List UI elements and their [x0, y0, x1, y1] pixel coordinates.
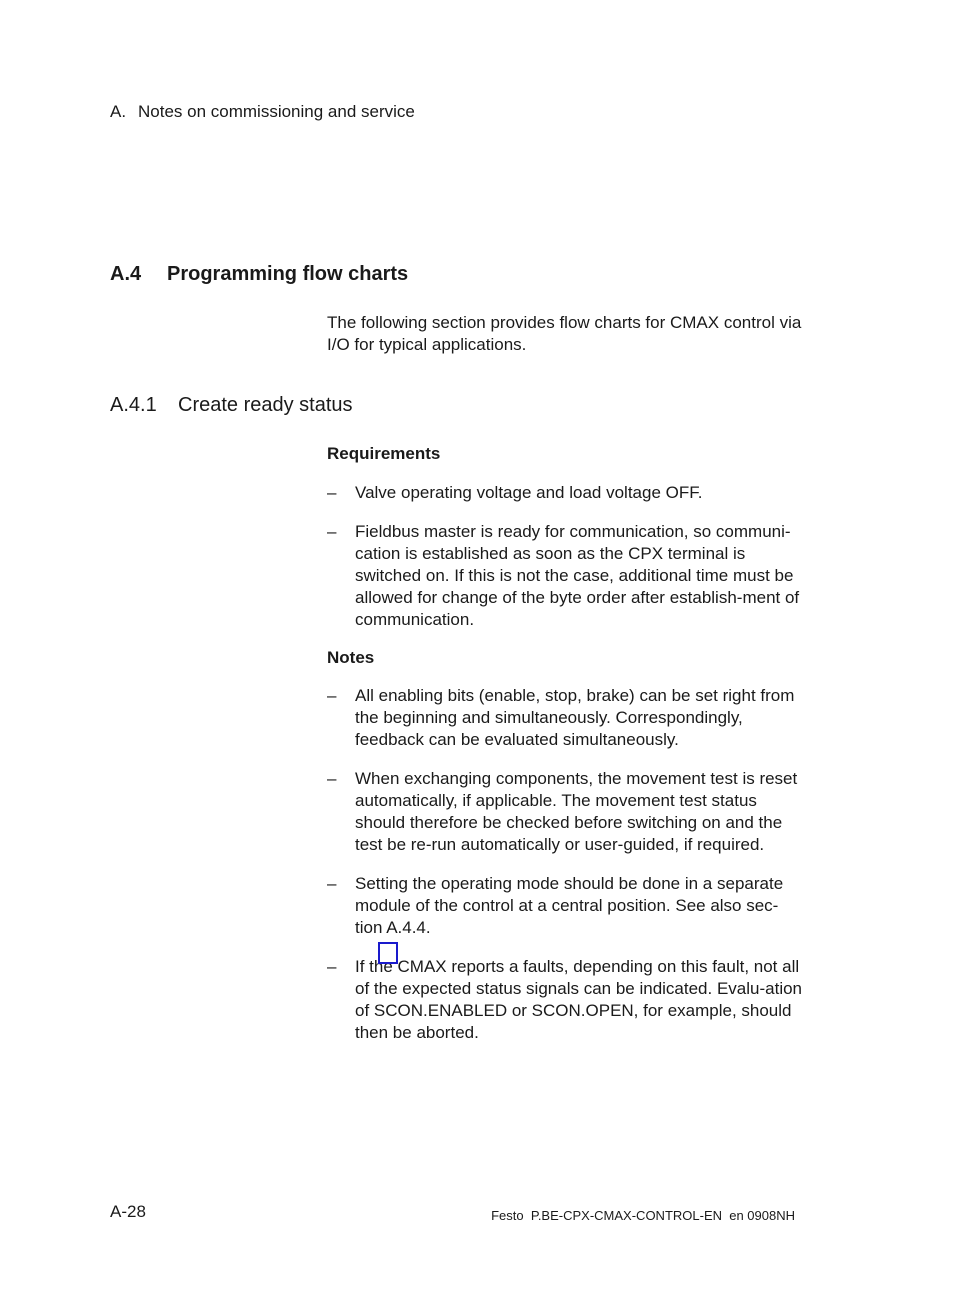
section-title: Programming flow charts	[167, 263, 409, 285]
section-number: A.4	[110, 263, 142, 285]
chapter-number: A.	[110, 102, 127, 121]
requirements-list	[327, 482, 802, 648]
requirements-heading: Requirements	[327, 444, 441, 463]
list-item-text: All enabling bits (enable, stop, brake) can be set right from the beginning and simultaneously. Correspondingly, feedback can be evaluated simultaneously.	[355, 686, 795, 749]
list-item-text: Fieldbus master is ready for communication, so communi-cation is established as soon as the CPX terminal is switched on. If this is not the case, additional time must be allowed for change of the byte order after establish-ment of communication.	[355, 522, 800, 629]
section-intro: The following section provides flow charts for CMAX control via I/O for typical applications.	[327, 313, 802, 354]
list-dash: –	[327, 686, 337, 705]
list-item	[327, 956, 802, 1044]
list-item	[327, 873, 802, 939]
list-item-text: When exchanging components, the movement test is reset automatically, if applicable. The movement test status should therefore be checked before switching on and the test be re-run automatically or user-guided, if required.	[355, 769, 798, 854]
section-link-highlight[interactable]	[378, 942, 398, 964]
notes-heading: Notes	[327, 648, 375, 667]
list-dash: –	[327, 522, 337, 541]
document-reference: Festo P.BE-CPX-CMAX-CONTROL-EN en 0908NH	[491, 1208, 795, 1223]
list-item-text-with-link[interactable]: Setting the operating mode should be done in a separate module of the control at a central position. See also sec-tion A.4.4.	[355, 874, 784, 937]
list-item	[327, 685, 802, 751]
list-dash: –	[327, 874, 337, 893]
subsection-heading	[110, 394, 353, 417]
list-dash: –	[327, 769, 337, 788]
subsection-title: Create ready status	[178, 394, 353, 416]
subsection-number: A.4.1	[110, 394, 157, 416]
list-item	[327, 521, 802, 631]
list-item	[327, 482, 802, 504]
page-number: A-28	[110, 1202, 146, 1221]
chapter-title: Notes on commissioning and service	[138, 102, 415, 121]
running-header	[110, 102, 415, 122]
section-heading	[110, 263, 408, 286]
notes-list	[327, 685, 802, 1061]
list-item-text: Valve operating voltage and load voltage OFF.	[355, 483, 703, 502]
list-dash: –	[327, 483, 337, 502]
list-dash: –	[327, 957, 337, 976]
list-item	[327, 768, 802, 856]
list-item-text: If the CMAX reports a faults, depending on this fault, not all of the expected status signals can be indicated. Evalu-ation of SCON.ENABLED or SCON.OPEN, for example, should then be aborted.	[355, 957, 803, 1042]
